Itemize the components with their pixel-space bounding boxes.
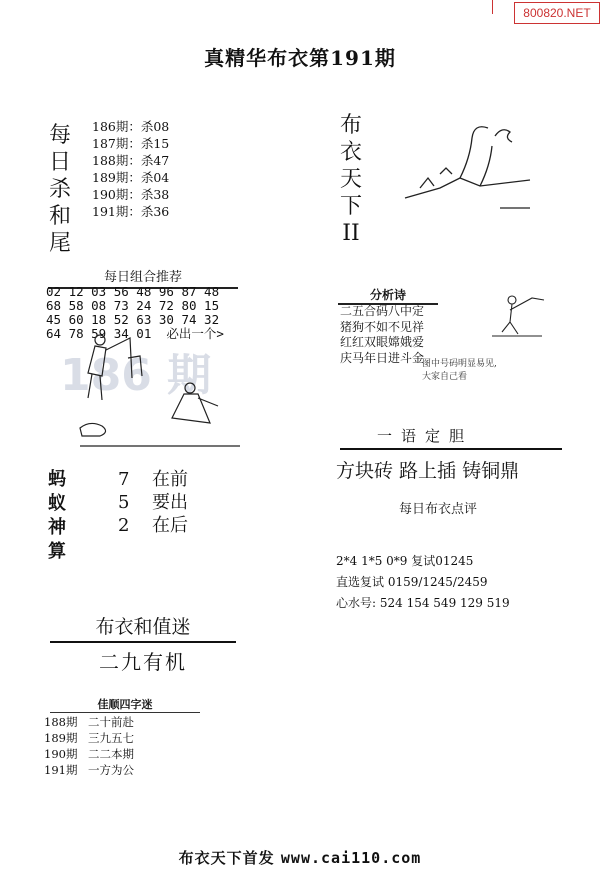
yiyu-label: 一语定胆 [376,427,473,445]
ant-predictions [118,468,188,537]
list-item: 191期 一方为公 [44,763,134,777]
footer: 布衣天下首发 www.cai110.com [178,849,422,867]
divider-mark [492,0,493,14]
list-item: 189期：杀04 [92,170,170,185]
poem-lines: 二五合码八中定 猪狗不如不见祥 红红双眼嫦娥爱 庆马年日进斗金 [340,304,425,365]
list-item: 5 要出 [118,492,188,513]
riddle-list [44,714,134,778]
divider [340,448,562,450]
combo-numbers: 02 12 03 56 48 96 87 48 68 58 08 73 24 72 80 15 45 60 18 52 63 30 74 32 64 78 59 34 01 必出一个> [46,284,224,341]
site-watermark: 800820.NET [514,2,600,24]
combo-title: 每日组合推荐 [48,266,238,289]
poem-title: 分析诗 [338,286,438,305]
riddle-title: 佳顺四字迷 [50,696,200,713]
figure-sketch [482,290,552,340]
list-item: 191期：杀36 [92,204,170,219]
hezhi-title: 布衣和值迷 [50,612,236,643]
poem-note: 图中号码明显易见, 大家自己看 [422,359,497,382]
review-lines: 2*4 1*5 0*9 复试01245 直选复试 0159/1245/2459 心水号: 524 154 549 129 519 [336,554,510,610]
hezhi-answer: 二九有机 [99,650,187,674]
review-title: 每日布衣点评 [398,502,477,517]
daily-kill-list [92,118,169,220]
list-item: 188期：杀47 [92,153,170,168]
farmer-illustration [40,328,240,453]
page-title: 真精华布衣第191期 [204,46,396,70]
list-item: 188期 二十前赴 [44,715,134,729]
footer-url[interactable]: www.cai110.com [280,849,422,867]
list-item: 2 在后 [118,515,188,536]
list-item: 189期 三九五七 [44,731,134,745]
list-item: 187期：杀15 [92,136,170,151]
ant-label: 蚂 蚁 神 算 [48,469,66,562]
daily-kill-label: 每 日 杀 和 尾 [48,123,71,256]
mountain-illustration [400,118,535,218]
list-item: 186期：杀08 [92,119,170,134]
svg-text:186 期: 186 期 [60,350,212,401]
list-item: 190期 二二本期 [44,747,134,761]
yiyu-answer: 方块砖 路上插 铸铜鼎 [336,460,520,482]
bytx-label: 布 衣 天 下 II [339,113,362,246]
list-item: 190期：杀38 [92,187,170,202]
list-item: 7 在前 [118,469,188,490]
